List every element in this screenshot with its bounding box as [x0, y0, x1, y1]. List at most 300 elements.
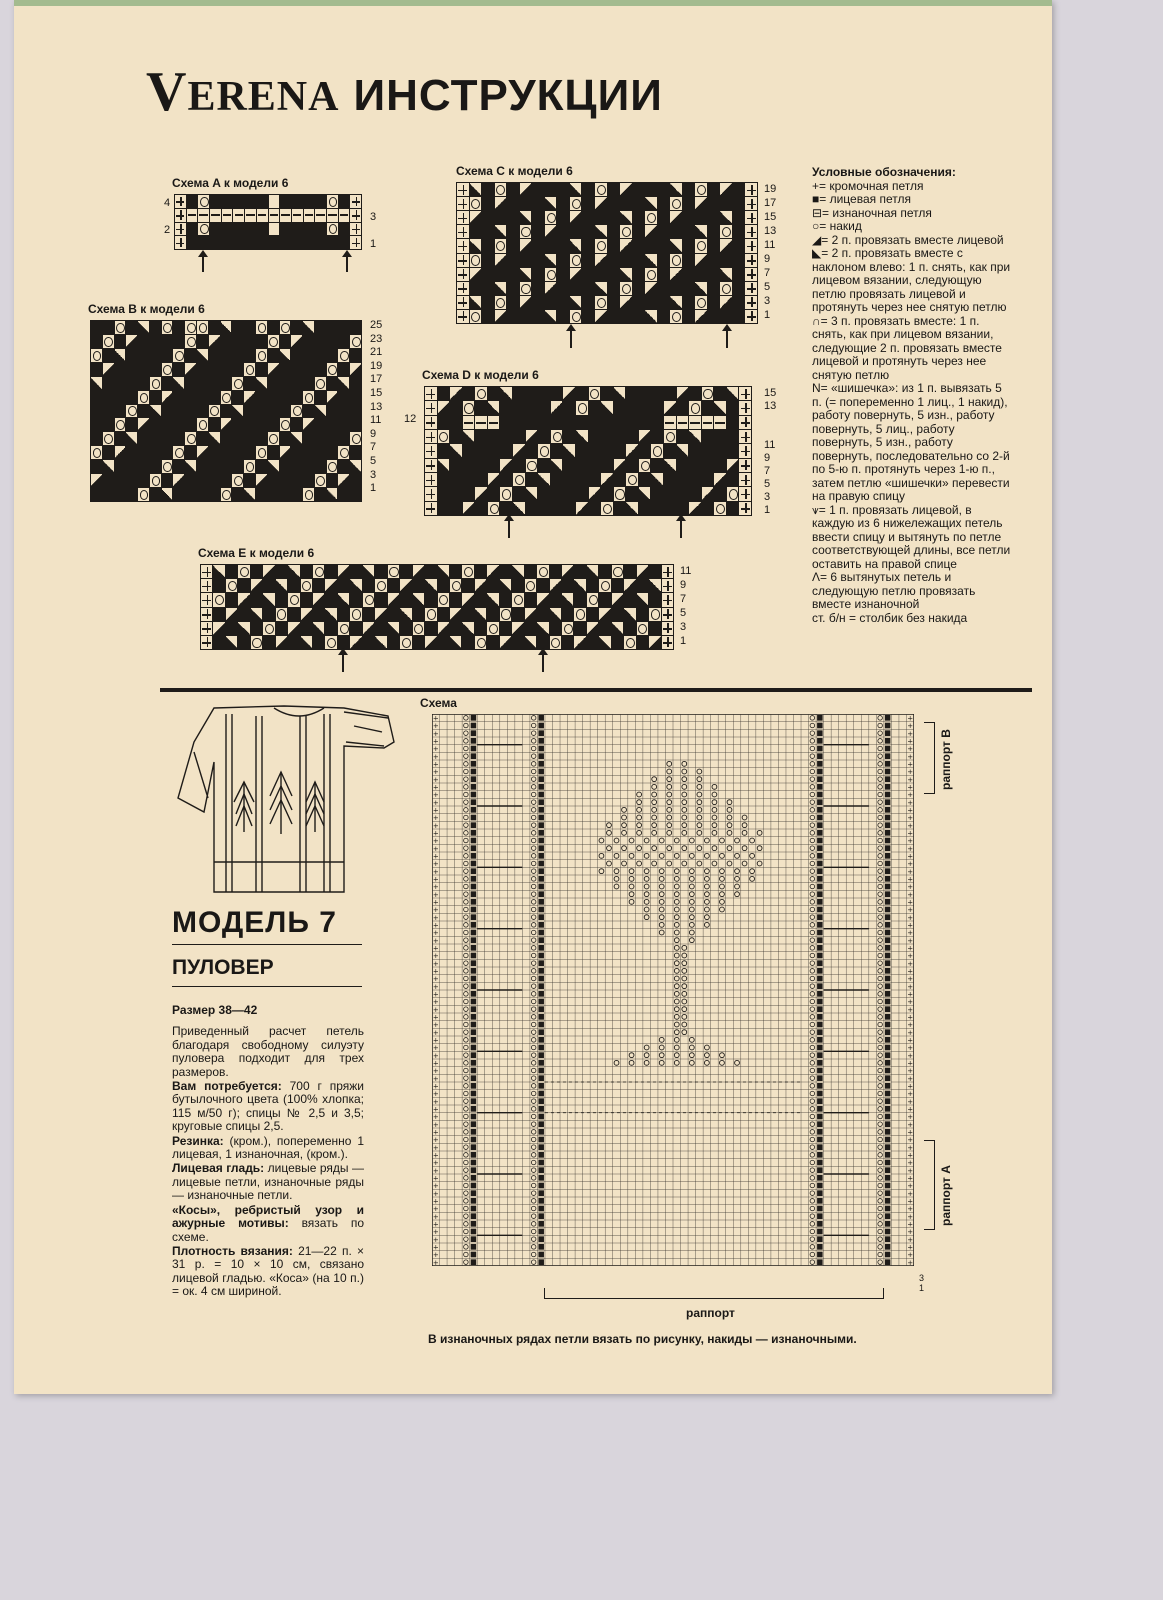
stitch-cell	[551, 401, 563, 414]
stitch-cell	[557, 254, 569, 267]
stitch-cell	[221, 474, 232, 487]
stitch-cell	[338, 391, 349, 404]
stitch-cell	[576, 430, 588, 443]
row-number: 5	[764, 478, 771, 490]
scheme-b-grid	[90, 320, 362, 502]
stitch-cell	[633, 296, 645, 309]
stitch-cell	[325, 593, 336, 606]
stitch-cell	[226, 579, 237, 592]
chart-symbol	[471, 937, 477, 943]
chart-symbol	[817, 891, 823, 897]
stitch-cell	[462, 608, 473, 621]
stitch-cell	[280, 405, 291, 418]
scheme-c-label: Схема C к модели 6	[456, 164, 573, 178]
chart-symbol	[538, 1052, 544, 1058]
row-number: 11	[680, 565, 692, 577]
stitch-cell	[238, 636, 249, 649]
stitch-cell	[538, 487, 550, 500]
stitch-cell	[463, 387, 475, 400]
chart-symbol	[538, 930, 544, 936]
stitch-cell	[185, 391, 196, 404]
stitch-cell	[103, 488, 114, 501]
stitch-cell	[677, 444, 689, 457]
stitch-cell	[438, 579, 449, 592]
stitch-cell	[338, 349, 349, 362]
stitch-cell	[115, 321, 126, 334]
stitch-cell	[197, 460, 208, 473]
edge-stitch: +	[432, 975, 439, 984]
stitch-cell	[624, 636, 635, 649]
model-title: МОДЕЛЬ 7	[172, 906, 337, 939]
chart-symbol	[885, 991, 891, 997]
stitch-cell	[495, 197, 507, 210]
stitch-cell	[702, 444, 714, 457]
stitch-cell	[677, 416, 689, 429]
stitch-cell	[209, 335, 220, 348]
stitch-cell	[244, 405, 255, 418]
stitch-cell	[313, 622, 324, 635]
stitch-cell	[495, 183, 507, 196]
stitch-cell	[733, 254, 745, 267]
stitch-cell	[244, 363, 255, 376]
stitch-cell	[645, 268, 657, 281]
rib-paragraph: Резинка: (кром.), попеременно 1 лицевая, 1 изнаночная, (кром.).	[172, 1133, 364, 1162]
chart-symbol	[817, 899, 823, 905]
stitch-cell	[175, 223, 186, 236]
edge-stitch: +	[432, 737, 439, 746]
stitch-cell	[576, 401, 588, 414]
edge-stitch: +	[432, 1097, 439, 1106]
stitch-cell	[251, 608, 262, 621]
stitch-cell	[126, 432, 137, 445]
stitch-cell	[291, 446, 302, 459]
chart-symbol	[471, 838, 477, 844]
stitch-cell	[173, 474, 184, 487]
stitch-cell	[576, 416, 588, 429]
stitch-cell	[209, 488, 220, 501]
scheme-a-row-num: 1	[370, 238, 377, 250]
chart-symbol	[538, 1137, 544, 1143]
stitch-cell	[303, 321, 314, 334]
stitch-cell	[257, 209, 268, 222]
stitch-cell	[683, 254, 695, 267]
edge-stitch: +	[432, 1174, 439, 1183]
stitch-cell	[222, 195, 233, 208]
chart-symbol	[817, 1045, 823, 1051]
stitch-cell	[633, 254, 645, 267]
stitch-cell	[538, 430, 550, 443]
stitch-cell	[639, 401, 651, 414]
edge-stitch: +	[432, 829, 439, 838]
stitch-cell	[582, 225, 594, 238]
stitch-cell	[614, 387, 626, 400]
stitch-cell	[677, 502, 689, 515]
stitch-cell	[280, 349, 291, 362]
stitch-cell	[551, 473, 563, 486]
stitch-cell	[470, 211, 482, 224]
stitch-cell	[645, 225, 657, 238]
stitch-cell	[651, 459, 663, 472]
stitch-cell	[470, 225, 482, 238]
edge-stitch: +	[907, 898, 914, 907]
stitch-cell	[677, 430, 689, 443]
stitch-cell	[245, 209, 256, 222]
stitch-cell	[291, 377, 302, 390]
row-number: 9	[764, 452, 771, 464]
edge-stitch: +	[907, 1005, 914, 1014]
chart-symbol	[471, 784, 477, 790]
edge-stitch: +	[432, 952, 439, 961]
stitch-cell	[338, 593, 349, 606]
chart-symbol	[885, 730, 891, 736]
stitch-cell	[720, 254, 732, 267]
stitch-cell	[363, 622, 374, 635]
stitch-cell	[350, 209, 361, 222]
stitch-cell	[608, 183, 620, 196]
chart-symbol	[471, 1221, 477, 1227]
chart-symbol	[538, 776, 544, 782]
chart-symbol	[538, 769, 544, 775]
stitch-cell	[268, 446, 279, 459]
stitch-cell	[91, 405, 102, 418]
stitch-cell	[475, 444, 487, 457]
edge-stitch: +	[432, 1059, 439, 1068]
stitch-cell	[512, 579, 523, 592]
stitch-cell	[425, 622, 436, 635]
stitch-cell	[612, 622, 623, 635]
chart-symbol	[538, 1229, 544, 1235]
stitch-cell	[173, 432, 184, 445]
stitch-cell	[438, 636, 449, 649]
stitch-cell	[695, 197, 707, 210]
chart-symbol	[885, 1252, 891, 1258]
stitch-cell	[633, 310, 645, 323]
repeat-bracket	[544, 1288, 884, 1299]
stitch-cell	[375, 579, 386, 592]
stitch-cell	[614, 502, 626, 515]
stitch-cell	[197, 418, 208, 431]
stitch-cell	[733, 296, 745, 309]
stitch-cell	[626, 487, 638, 500]
edge-stitch: +	[432, 760, 439, 769]
stitch-cell	[651, 387, 663, 400]
stitch-cell	[350, 405, 361, 418]
chart-symbol	[538, 1098, 544, 1104]
chart-symbol	[817, 1144, 823, 1150]
chart-symbol	[885, 715, 891, 721]
stitch-cell	[221, 391, 232, 404]
stitch-cell	[727, 416, 739, 429]
repeat-arrow	[726, 328, 728, 348]
stitch-cell	[739, 401, 751, 414]
stitch-cell	[538, 502, 550, 515]
stitch-cell	[532, 268, 544, 281]
stitch-cell	[570, 282, 582, 295]
stitch-cell	[714, 473, 726, 486]
chart-symbol	[538, 738, 544, 744]
chart-symbol	[471, 1229, 477, 1235]
stitch-cell	[313, 579, 324, 592]
stitch-cell	[708, 225, 720, 238]
stitch-cell	[222, 236, 233, 249]
stitch-cell	[612, 593, 623, 606]
edge-stitch: +	[432, 821, 439, 830]
chart-symbol	[471, 876, 477, 882]
stitch-cell	[244, 474, 255, 487]
chart-symbol	[885, 1029, 891, 1035]
stitch-cell	[226, 593, 237, 606]
stitch-cell	[639, 387, 651, 400]
edge-stitch: +	[907, 844, 914, 853]
chart-symbol	[885, 861, 891, 867]
stitch-cell	[557, 310, 569, 323]
stitch-cell	[714, 459, 726, 472]
edge-stitch: +	[907, 1205, 914, 1214]
stitch-cell	[487, 579, 498, 592]
chart-symbol	[817, 723, 823, 729]
chart-symbol	[471, 807, 477, 813]
stitch-cell	[708, 310, 720, 323]
edge-stitch: +	[907, 1067, 914, 1076]
stitch-cell	[115, 377, 126, 390]
edge-stitch: +	[907, 829, 914, 838]
row-number: 13	[370, 400, 383, 413]
stitch-cell	[608, 310, 620, 323]
chart-symbol	[817, 1244, 823, 1250]
edge-stitch: +	[432, 1028, 439, 1037]
stitch-cell	[280, 391, 291, 404]
repeat-arrow	[342, 652, 344, 672]
stitch-cell	[197, 391, 208, 404]
stitch-cell	[185, 405, 196, 418]
stitch-cell	[620, 310, 632, 323]
chart-symbol	[817, 784, 823, 790]
chart-symbol	[817, 853, 823, 859]
row-number: 7	[370, 441, 377, 454]
stitch-cell	[269, 195, 280, 208]
edge-stitch: +	[432, 867, 439, 876]
stitch-cell	[226, 636, 237, 649]
edge-stitch: +	[907, 990, 914, 999]
stitch-cell	[664, 444, 676, 457]
chart-symbol	[817, 761, 823, 767]
stitch-cell	[303, 363, 314, 376]
stitch-cell	[280, 195, 291, 208]
stitch-cell	[363, 593, 374, 606]
chart-symbol	[817, 730, 823, 736]
chart-symbol	[471, 1121, 477, 1127]
stitch-cell	[197, 474, 208, 487]
stitch-cell	[162, 432, 173, 445]
stitch-cell	[633, 268, 645, 281]
stitch-cell	[601, 401, 613, 414]
intro-paragraph: Приведенный расчет петель благодаря свободному силуэту пуловера подходит для трех размеров.	[172, 1024, 364, 1079]
stitch-cell	[280, 223, 291, 236]
stitch-cell	[574, 579, 585, 592]
chart-symbol	[538, 1037, 544, 1043]
edge-stitch: +	[907, 1220, 914, 1229]
stitch-cell	[425, 593, 436, 606]
stitch-cell	[557, 282, 569, 295]
stitch-cell	[280, 377, 291, 390]
stitch-cell	[126, 377, 137, 390]
chart-symbol	[471, 1029, 477, 1035]
edge-stitch: +	[907, 775, 914, 784]
edge-stitch: +	[907, 952, 914, 961]
stitch-cell	[232, 446, 243, 459]
stitch-cell	[138, 321, 149, 334]
stitch-cell	[350, 236, 361, 249]
stitch-cell	[587, 622, 598, 635]
stitch-cell	[513, 387, 525, 400]
stitch-cell	[232, 488, 243, 501]
stitch-cell	[91, 432, 102, 445]
stitch-cell	[664, 416, 676, 429]
stitch-cell	[488, 430, 500, 443]
stitch-cell	[173, 405, 184, 418]
stitch-cell	[375, 636, 386, 649]
edge-stitch: +	[432, 1205, 439, 1214]
stitch-cell	[288, 636, 299, 649]
chart-symbol	[817, 1083, 823, 1089]
stitch-cell	[570, 183, 582, 196]
stitch-cell	[209, 363, 220, 376]
stitch-cell	[475, 579, 486, 592]
stitch-cell	[338, 321, 349, 334]
stitch-cell	[689, 387, 701, 400]
stitch-cell	[313, 608, 324, 621]
stitch-cell	[197, 432, 208, 445]
edge-stitch: +	[432, 1136, 439, 1145]
row-number: 25	[370, 319, 383, 331]
chart-symbol	[471, 776, 477, 782]
edge-stitch: +	[907, 1097, 914, 1106]
stitch-cell	[244, 391, 255, 404]
chart-symbol	[471, 884, 477, 890]
stitch-cell	[291, 474, 302, 487]
sweater-sketch	[174, 702, 398, 900]
chart-symbol	[885, 960, 891, 966]
edge-stitch: +	[432, 1182, 439, 1191]
stitch-cell	[695, 183, 707, 196]
stitch-cell	[173, 391, 184, 404]
stitch-cell	[714, 430, 726, 443]
stitch-cell	[582, 211, 594, 224]
stitch-cell	[500, 579, 511, 592]
stitch-cell	[438, 430, 450, 443]
stitch-cell	[425, 473, 437, 486]
stitch-cell	[708, 239, 720, 252]
stitch-cell	[545, 183, 557, 196]
stitch-cell	[507, 197, 519, 210]
stitch-cell	[526, 459, 538, 472]
stitch-cell	[727, 430, 739, 443]
stitch-cell	[526, 416, 538, 429]
chart-symbol	[817, 822, 823, 828]
stitch-cell	[649, 579, 660, 592]
stitch-cell	[173, 460, 184, 473]
brand-logo: VERENA	[146, 61, 340, 123]
stitch-cell	[303, 432, 314, 445]
legend-item: Λ= 6 вытянутых петель и следующую петлю провязать вместе изнаночной	[812, 570, 976, 611]
stitch-cell	[495, 310, 507, 323]
chart-symbol	[885, 1213, 891, 1219]
chart-symbol	[538, 1213, 544, 1219]
chart-symbol	[538, 784, 544, 790]
edge-stitch: +	[432, 1051, 439, 1060]
stitch-cell	[91, 474, 102, 487]
edge-stitch: +	[907, 944, 914, 953]
chart-symbol	[471, 1236, 477, 1242]
stitch-cell	[303, 335, 314, 348]
stitch-cell	[633, 239, 645, 252]
stitch-cell	[475, 473, 487, 486]
stitch-cell	[162, 460, 173, 473]
stitch-cell	[624, 622, 635, 635]
stitch-cell	[201, 636, 212, 649]
stitch-cell	[649, 565, 660, 578]
stitch-cell	[589, 459, 601, 472]
stitch-cell	[532, 254, 544, 267]
stitch-cell	[545, 310, 557, 323]
stitch-cell	[350, 593, 361, 606]
stitch-cell	[375, 622, 386, 635]
repeat-arrow	[680, 518, 682, 538]
chart-symbol	[538, 999, 544, 1005]
chart-symbol	[538, 876, 544, 882]
stitch-cell	[425, 430, 437, 443]
stitch-cell	[589, 487, 601, 500]
stitch-cell	[670, 268, 682, 281]
stitch-cell	[276, 622, 287, 635]
stitch-cell	[315, 223, 326, 236]
chart-symbol	[538, 761, 544, 767]
chart-symbol	[817, 815, 823, 821]
stitch-cell	[301, 565, 312, 578]
stitch-cell	[608, 239, 620, 252]
stitch-cell	[720, 282, 732, 295]
chart-symbol	[885, 776, 891, 782]
stitch-cell	[185, 418, 196, 431]
stitch-cell	[462, 636, 473, 649]
stitch-cell	[457, 225, 469, 238]
edge-stitch: +	[907, 1143, 914, 1152]
row-number: 17	[764, 197, 777, 209]
stitch-cell	[626, 444, 638, 457]
chart-symbol	[538, 1006, 544, 1012]
stitch-cell	[450, 444, 462, 457]
stitch-cell	[244, 335, 255, 348]
stitch-cell	[291, 432, 302, 445]
stitch-cell	[570, 225, 582, 238]
edge-stitch: +	[432, 775, 439, 784]
chart-symbol	[471, 1014, 477, 1020]
repeat-arrow	[202, 254, 204, 272]
chart-symbol	[471, 968, 477, 974]
stitch-cell	[198, 236, 209, 249]
edge-stitch: +	[432, 791, 439, 800]
stitch-cell	[263, 622, 274, 635]
stitch-cell	[574, 608, 585, 621]
stitch-cell	[350, 363, 361, 376]
stitch-cell	[187, 209, 198, 222]
stitch-cell	[315, 488, 326, 501]
stitch-cell	[727, 473, 739, 486]
stitch-cell	[695, 268, 707, 281]
stitch-cell	[256, 335, 267, 348]
stitch-cell	[702, 487, 714, 500]
row-number: 11	[370, 414, 382, 427]
